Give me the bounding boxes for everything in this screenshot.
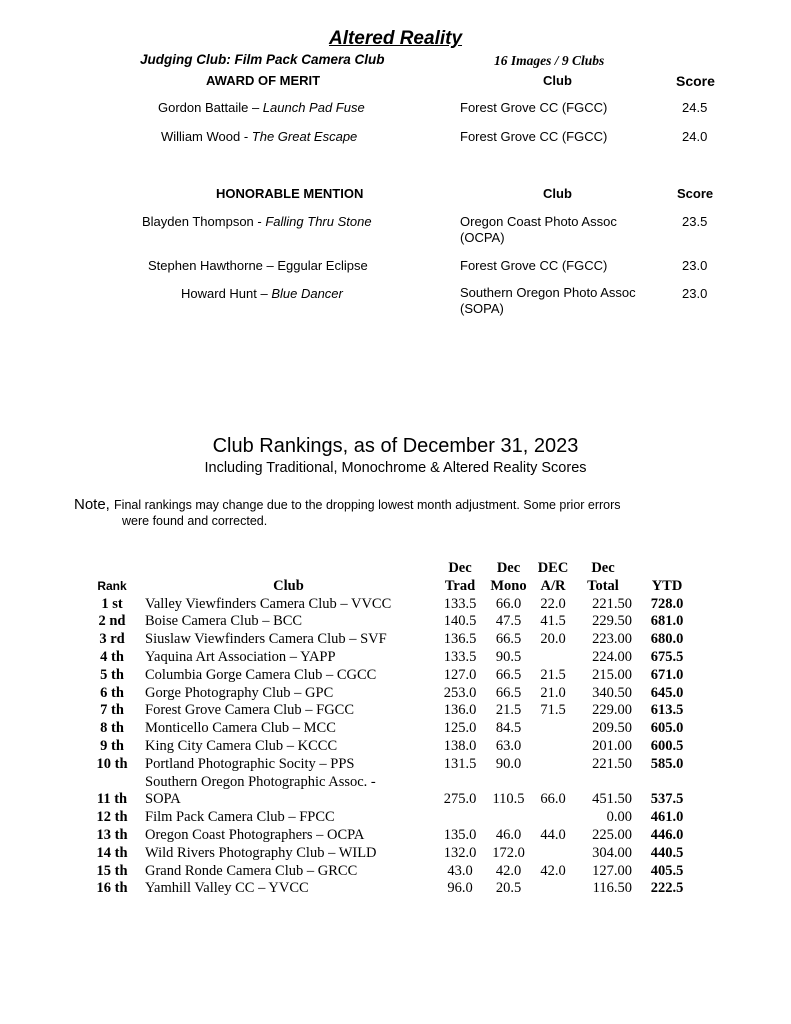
total-cell: 116.50 [592,880,632,897]
rank-cell: 4 th [100,648,124,665]
ytd-cell: 600.5 [650,737,684,754]
rank-cell: 6 th [100,684,124,701]
page-title: Altered Reality [328,28,463,49]
mono-cell: 66.5 [495,666,522,683]
rankings-table [82,560,702,898]
ytd-cell: 645.0 [650,684,684,701]
ytd-cell: 537.5 [650,791,684,808]
total-cell: 229.00 [592,702,632,719]
award-entry-name: Gordon Battaile – Launch Pad Fuse [158,100,365,115]
club-cell: Grand Ronde Camera Club – GRCC [145,862,358,879]
header-ar: A/R [540,577,566,594]
club-cell: Film Pack Camera Club – FPCC [145,809,335,826]
trad-cell: 125.0 [443,720,477,737]
mono-cell: 66.0 [495,595,522,612]
trad-cell: 132.0 [443,844,477,861]
ar-cell: 44.0 [540,826,566,843]
rankings-subtitle: Including Traditional, Monochrome & Altered Reality Scores [204,460,587,476]
table-row [82,738,702,756]
table-row [82,756,702,774]
club-cell: King City Camera Club – KCCC [145,737,338,754]
club-cell: Oregon Coast Photographers – OCPA [145,826,365,843]
rank-cell: 8 th [100,720,124,737]
ar-cell: 41.5 [540,613,566,630]
table-header-row [82,578,702,596]
trad-cell: 136.0 [443,702,477,719]
header-total-top: Dec [591,560,615,576]
header-club: Club [273,577,304,594]
mono-cell: 47.5 [495,613,522,630]
ytd-cell: 680.0 [650,631,684,648]
mono-cell: 21.5 [495,702,522,719]
header-rank: Rank [97,578,127,593]
ytd-cell: 461.0 [650,809,684,826]
total-cell: 225.00 [592,826,632,843]
trad-cell: 135.0 [443,826,477,843]
club-cell: Columbia Gorge Camera Club – CGCC [145,666,377,683]
award-club-header: Club [543,73,572,88]
ytd-cell: 675.5 [650,648,684,665]
total-cell: 127.00 [592,862,632,879]
table-row [82,880,702,898]
ar-cell [532,738,574,756]
rank-cell: 16 th [96,880,128,897]
ar-cell: 71.5 [540,702,566,719]
ar-cell [532,809,574,827]
total-cell: 304.00 [592,844,632,861]
hm-entry-name: Blayden Thompson - Falling Thru Stone [142,214,372,229]
images-clubs-count: 16 Images / 9 Clubs [494,53,605,68]
award-entry-club: Forest Grove CC (FGCC) [460,100,608,115]
mono-cell: 90.0 [495,755,522,772]
rank-cell: 13 th [96,826,128,843]
club-cell: Forest Grove Camera Club – FGCC [145,702,355,719]
mono-cell [485,809,532,827]
table-row [82,827,702,845]
table-header-row-top [82,560,702,578]
club-cell: Yamhill Valley CC – YVCC [145,880,309,897]
total-cell: 0.00 [606,809,632,826]
trad-cell: 43.0 [447,862,473,879]
club-cell: Boise Camera Club – BCC [145,613,303,630]
table-row [82,649,702,667]
header-trad-top: Dec [448,560,472,576]
rankings-note: Note, Final rankings may change due to the dropping lowest month adjustment. Some prior errors were found and corrected. [74,496,621,528]
ar-cell [532,880,574,898]
table-row [82,809,702,827]
club-cell: Portland Photographic Socity – PPS [145,755,355,772]
header-ar-top: DEC [537,560,569,576]
hm-entry-name: Stephen Hawthorne – Eggular Eclipse [148,258,368,273]
club-cell: Southern Oregon Photographic Assoc. - SOPA [145,773,376,808]
hm-club-header: Club [543,186,572,201]
honorable-mention-heading: HONORABLE MENTION [216,186,364,201]
mono-cell: 42.0 [495,862,522,879]
header-trad: Trad [444,577,476,594]
rankings-title: Club Rankings, as of December 31, 2023 [212,435,579,457]
club-cell: Monticello Camera Club – MCC [145,720,336,737]
ar-cell [532,720,574,738]
table-row [82,702,702,720]
award-entry-club: Forest Grove CC (FGCC) [460,129,608,144]
table-row [82,613,702,631]
judging-club: Judging Club: Film Pack Camera Club [140,52,385,67]
ar-cell: 42.0 [540,862,566,879]
total-cell: 223.00 [592,631,632,648]
header-mono: Mono [490,577,527,594]
club-cell: Valley Viewfinders Camera Club – VVCC [145,595,392,612]
ar-cell: 21.5 [540,666,566,683]
header-ytd: YTD [651,577,683,594]
rank-cell: 12 th [96,809,128,826]
total-cell: 215.00 [592,666,632,683]
ar-cell: 22.0 [540,595,566,612]
rank-cell: 5 th [100,666,124,683]
ytd-cell: 405.5 [650,862,684,879]
hm-entry-club: Oregon Coast Photo Assoc (OCPA) [460,214,617,245]
award-entry-score: 24.0 [682,129,708,144]
trad-cell: 133.5 [443,595,477,612]
ar-cell [532,845,574,863]
total-cell: 340.50 [592,684,632,701]
mono-cell: 20.5 [495,880,522,897]
rank-cell: 9 th [100,737,124,754]
mono-cell: 66.5 [495,631,522,648]
total-cell: 451.50 [592,791,632,808]
ar-cell: 20.0 [540,631,566,648]
table-row [82,720,702,738]
club-cell: Yaquina Art Association – YAPP [145,648,336,665]
table-row [82,596,702,614]
rank-cell: 15 th [96,862,128,879]
mono-cell: 46.0 [495,826,522,843]
hm-entry-score: 23.5 [682,214,708,229]
rank-cell: 14 th [96,844,128,861]
table-row [82,631,702,649]
hm-entry-name: Howard Hunt – Blue Dancer [181,286,343,301]
award-entry-score: 24.5 [682,100,708,115]
ar-cell: 66.0 [540,791,566,808]
club-cell: Wild Rivers Photography Club – WILD [145,844,377,861]
hm-entry-score: 23.0 [682,286,708,301]
hm-entry-club: Forest Grove CC (FGCC) [460,258,608,273]
award-score-header: Score [676,73,715,89]
hm-score-header: Score [677,186,714,201]
total-cell: 229.50 [592,613,632,630]
mono-cell: 66.5 [495,684,522,701]
mono-cell: 84.5 [495,720,522,737]
ytd-cell: 613.5 [650,702,684,719]
ytd-cell: 446.0 [650,826,684,843]
ytd-cell: 585.0 [650,755,684,772]
trad-cell: 136.5 [443,631,477,648]
award-of-merit-heading: AWARD OF MERIT [206,73,321,88]
trad-cell: 253.0 [443,684,477,701]
ytd-cell: 605.0 [650,720,684,737]
trad-cell: 127.0 [443,666,477,683]
club-cell: Siuslaw Viewfinders Camera Club – SVF [145,631,387,648]
ytd-cell: 671.0 [650,666,684,683]
ytd-cell: 728.0 [650,595,684,612]
award-entry-name: William Wood - The Great Escape [161,129,358,144]
rank-cell: 11 th [96,791,128,808]
header-total: Total [587,577,619,594]
table-row [82,685,702,703]
trad-cell: 138.0 [443,737,477,754]
table-row [82,774,702,810]
hm-entry-club: Southern Oregon Photo Assoc (SOPA) [460,285,636,316]
table-row [82,863,702,881]
mono-cell: 172.0 [492,844,525,861]
rank-cell: 3 rd [99,631,125,648]
ytd-cell: 681.0 [650,613,684,630]
table-row [82,667,702,685]
total-cell: 221.50 [592,755,632,772]
hm-entry-score: 23.0 [682,258,708,273]
trad-cell: 140.5 [443,613,477,630]
ar-cell [532,756,574,774]
ar-cell: 21.0 [540,684,566,701]
total-cell: 201.00 [592,737,632,754]
club-cell: Gorge Photography Club – GPC [145,684,334,701]
ar-cell [532,649,574,667]
trad-cell: 275.0 [443,791,477,808]
mono-cell: 63.0 [495,737,522,754]
rank-cell: 10 th [96,755,128,772]
total-cell: 209.50 [592,720,632,737]
total-cell: 221.50 [592,595,632,612]
trad-cell: 96.0 [447,880,473,897]
mono-cell: 90.5 [495,648,522,665]
trad-cell [435,809,485,827]
header-mono-top: Dec [496,560,521,576]
ytd-cell: 440.5 [650,844,684,861]
rank-cell: 1 st [101,595,123,612]
total-cell: 224.00 [592,648,632,665]
trad-cell: 133.5 [443,648,477,665]
ytd-cell: 222.5 [650,880,684,897]
rank-cell: 2 nd [98,613,126,630]
mono-cell: 110.5 [492,791,525,808]
rank-cell: 7 th [100,702,124,719]
trad-cell: 131.5 [443,755,477,772]
table-row [82,845,702,863]
